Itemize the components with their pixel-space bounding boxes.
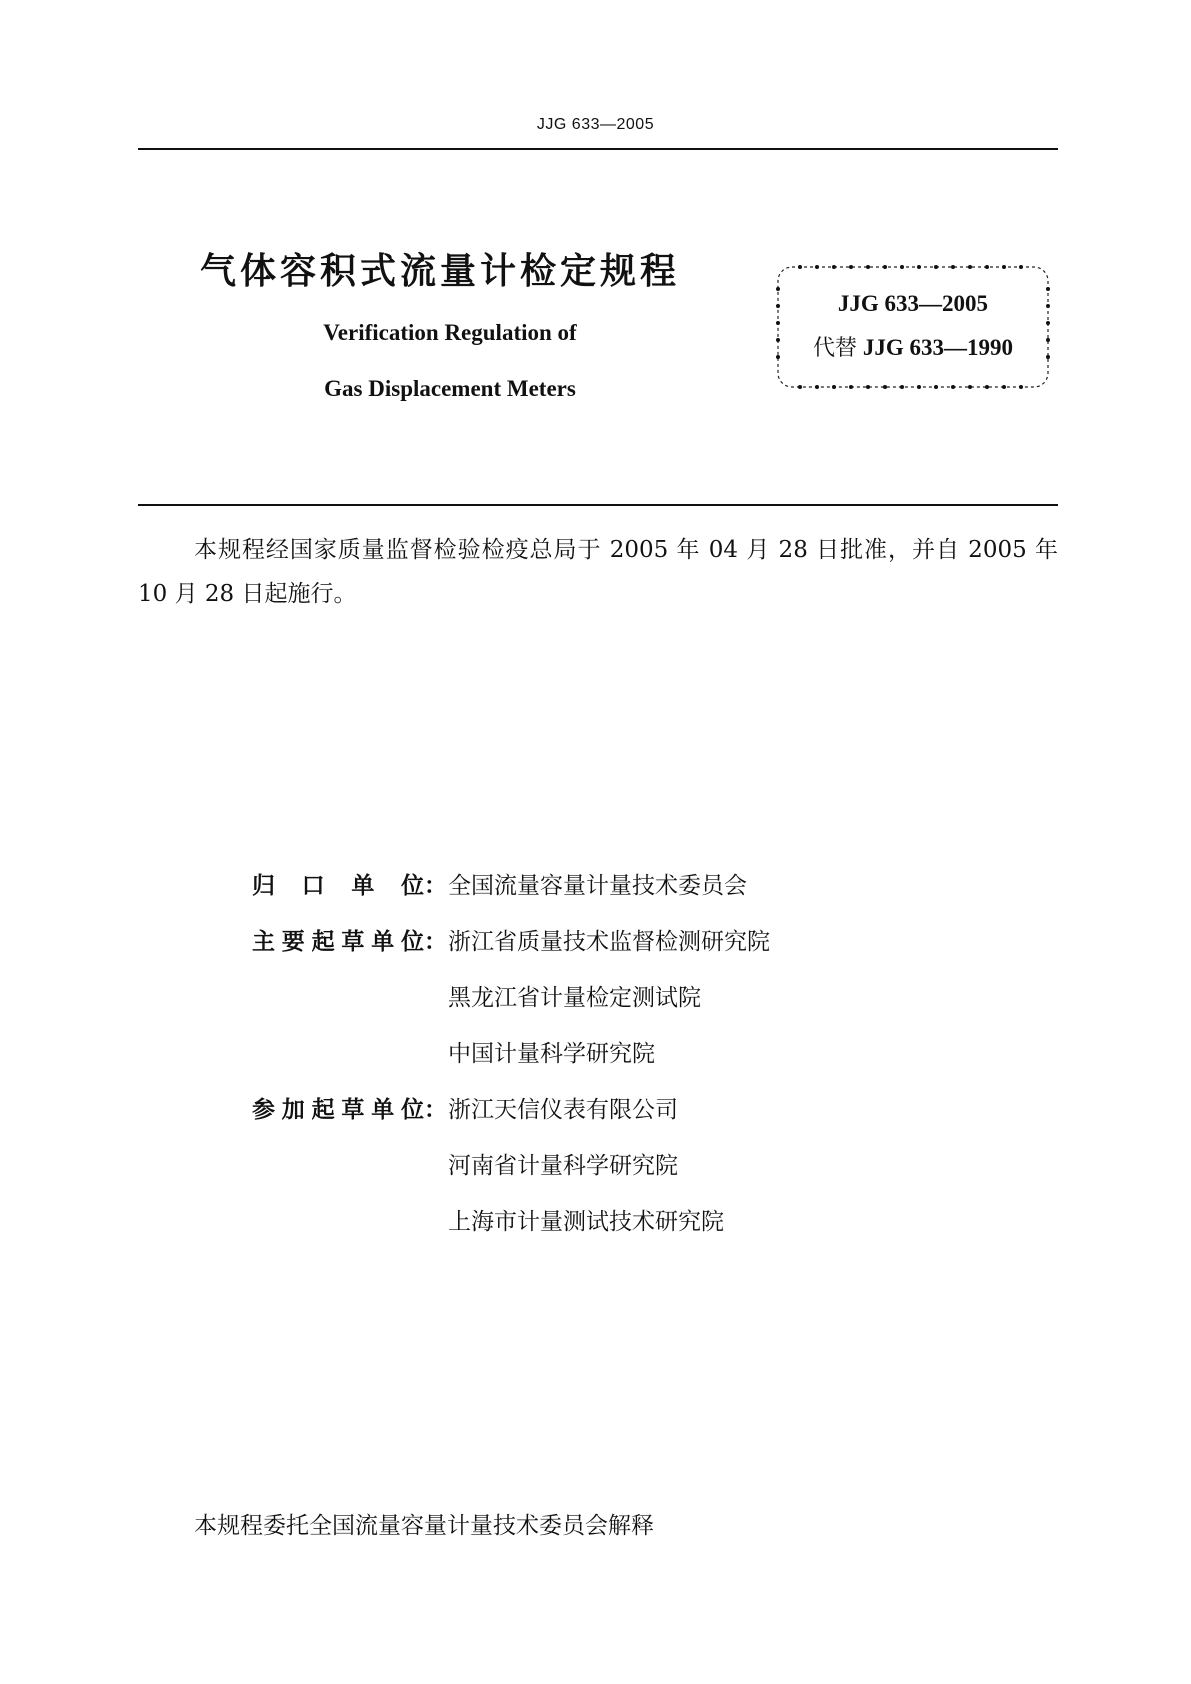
border-ornament-dot (883, 265, 887, 269)
border-ornament-dot (951, 265, 955, 269)
running-header-code: JJG 633—2005 (536, 116, 655, 133)
replaces-code: JJG 633—1990 (862, 335, 1013, 360)
unit-label-char: 参 (252, 1097, 275, 1123)
unit-label-char: 单 (371, 1097, 395, 1123)
border-ornament-dot (917, 385, 921, 389)
unit-label-chars (252, 1202, 424, 1258)
unit-label (252, 866, 448, 922)
border-ornament-dot (866, 265, 870, 269)
border-ornament-dot (866, 385, 870, 389)
title-english-line1: Verification Regulation of (323, 320, 577, 345)
standard-code: JJG 633—2005 (837, 291, 989, 316)
border-dashed-outline (778, 267, 1048, 387)
unit-label-char: 位 (400, 873, 424, 899)
unit-label-char: 单 (371, 929, 395, 955)
unit-label-char: 归 (252, 873, 275, 899)
unit-label-char: 位 (400, 929, 424, 955)
unit-label-colon: ： (424, 1097, 447, 1123)
border-ornament-dot (968, 265, 972, 269)
unit-label-colon (424, 1146, 448, 1202)
border-ornament-dot (815, 265, 819, 269)
unit-value: 浙江天信仪表有限公司 (448, 1097, 678, 1123)
unit-label-char: 起 (311, 1097, 335, 1123)
border-ornament-dot (883, 385, 887, 389)
unit-value: 黑龙江省计量检定测试院 (448, 985, 701, 1011)
unit-label-char: 主 (252, 929, 275, 955)
border-ornament-dot (900, 265, 904, 269)
border-ornament-dot (1002, 265, 1006, 269)
unit-label-char: 草 (341, 929, 365, 955)
drafting-units-list (252, 866, 770, 1258)
unit-label-char: 草 (341, 1097, 365, 1123)
unit-label-colon (424, 1202, 448, 1258)
unit-label-colon: ： (424, 929, 447, 955)
border-ornament-dot (968, 385, 972, 389)
border-ornament-dot (849, 385, 853, 389)
unit-label-chars (252, 922, 424, 978)
unit-label-char: 要 (281, 929, 305, 955)
unit-value: 全国流量容量计量技术委员会 (448, 873, 747, 899)
unit-label-chars (252, 1090, 424, 1146)
border-ornament-dot (832, 385, 836, 389)
border-ornament-dot (1046, 321, 1050, 325)
unit-label (252, 1146, 448, 1202)
border-ornament-dot (776, 321, 780, 325)
interpretation-note: 本规程委托全国流量容量计量技术委员会解释 (194, 1513, 654, 1539)
border-ornament-dot (815, 385, 819, 389)
unit-row (252, 978, 770, 1034)
section-rule (138, 504, 1058, 506)
unit-row (252, 866, 770, 922)
replaces-code-line (775, 331, 1051, 362)
unit-label (252, 1202, 448, 1258)
unit-label-chars (252, 1034, 424, 1090)
unit-value: 河南省计量科学研究院 (448, 1153, 678, 1179)
unit-row (252, 922, 770, 978)
approval-statement: 本规程经国家质量监督检验检疫总局于 2005 年 04 月 28 日批准，并自 2005 年 10 月 28 日起施行。 (138, 537, 1058, 607)
unit-value: 中国计量科学研究院 (448, 1041, 655, 1067)
unit-label-char: 口 (301, 873, 325, 899)
border-ornament-dot (1019, 385, 1023, 389)
border-ornament-dot (798, 265, 802, 269)
title-chinese: 气体容积式流量计检定规程 (200, 251, 681, 292)
unit-row (252, 1034, 770, 1090)
unit-row (252, 1090, 770, 1146)
unit-row (252, 1202, 770, 1258)
unit-label-chars (252, 1146, 424, 1202)
unit-value: 上海市计量测试技术研究院 (448, 1209, 724, 1235)
replaces-prefix: 代替 (813, 336, 858, 361)
unit-label-chars (252, 978, 424, 1034)
unit-row (252, 1146, 770, 1202)
unit-label-chars (252, 866, 424, 922)
border-ornament-dot (934, 265, 938, 269)
border-ornament-dot (1002, 385, 1006, 389)
unit-label (252, 1090, 448, 1146)
border-ornament-dot (985, 265, 989, 269)
unit-label-colon (424, 978, 448, 1034)
border-ornament-dot (849, 265, 853, 269)
border-ornament-dot (832, 265, 836, 269)
ornamental-border (775, 264, 1051, 390)
unit-label-char: 加 (281, 1097, 305, 1123)
border-ornament-dot (798, 385, 802, 389)
unit-label-char: 位 (400, 1097, 424, 1123)
unit-label-colon: ： (424, 873, 447, 899)
border-ornament-dot (917, 265, 921, 269)
header-rule (138, 148, 1058, 150)
border-ornament-dot (934, 385, 938, 389)
title-english-line2: Gas Displacement Meters (324, 376, 576, 401)
standard-code-box (775, 264, 1051, 390)
unit-label (252, 978, 448, 1034)
unit-label (252, 922, 448, 978)
unit-label-colon (424, 1034, 448, 1090)
unit-label (252, 1034, 448, 1090)
border-ornament-dot (1019, 265, 1023, 269)
unit-value: 浙江省质量技术监督检测研究院 (448, 929, 770, 955)
border-ornament-dot (985, 385, 989, 389)
unit-label-char: 单 (351, 873, 375, 899)
border-ornament-dot (900, 385, 904, 389)
border-ornament-dot (951, 385, 955, 389)
unit-label-char: 起 (311, 929, 335, 955)
